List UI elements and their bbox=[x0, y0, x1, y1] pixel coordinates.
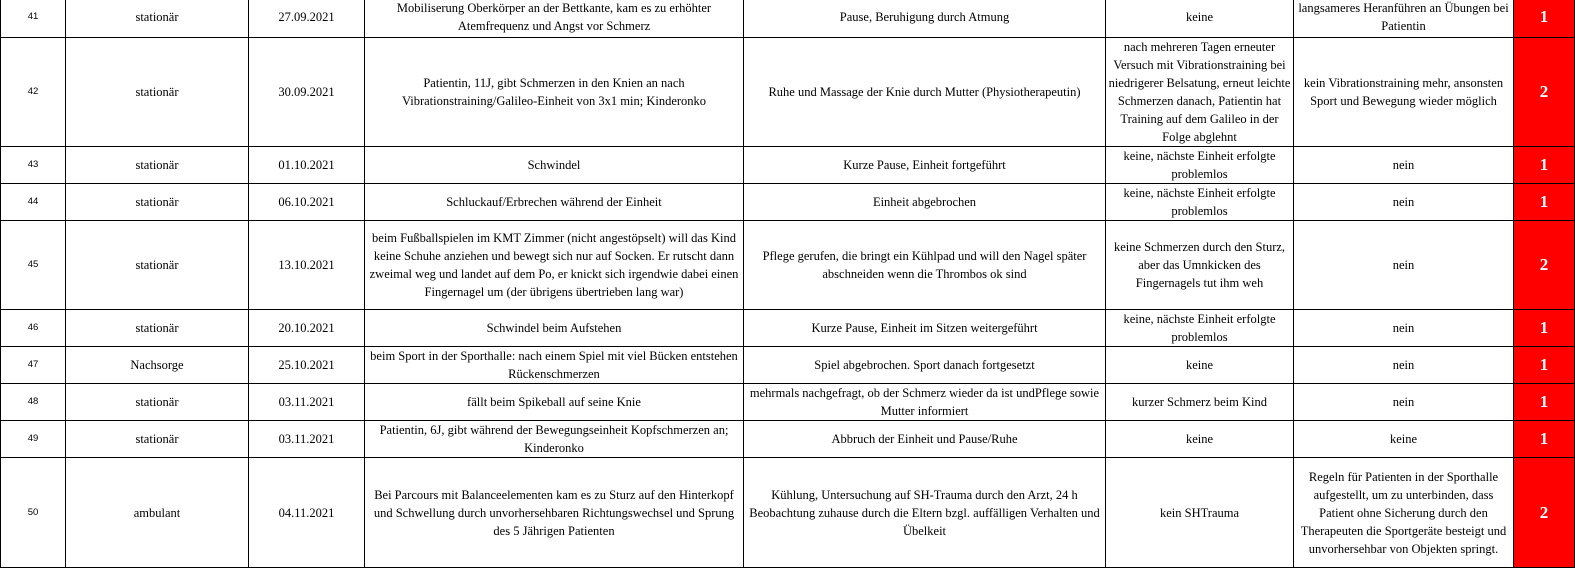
severity-cell: 2 bbox=[1514, 458, 1575, 568]
date-cell: 01.10.2021 bbox=[249, 147, 365, 184]
table-row bbox=[1, 184, 1575, 221]
setting-cell: stationär bbox=[66, 384, 249, 421]
date-cell: 03.11.2021 bbox=[249, 384, 365, 421]
severity-cell: 1 bbox=[1514, 147, 1575, 184]
setting-cell: stationär bbox=[66, 421, 249, 458]
setting-cell: stationär bbox=[66, 147, 249, 184]
action-cell: nein bbox=[1294, 221, 1514, 310]
consequence-cell: keine, nächste Einheit erfolgte problemlos bbox=[1106, 147, 1294, 184]
measure-cell: Kühlung, Untersuchung auf SH-Trauma durch den Arzt, 24 h Beobachtung zuhause durch die Eltern bzgl. auffälligen Verhalten und Übelkeit bbox=[744, 458, 1106, 568]
table-row bbox=[1, 0, 1575, 38]
action-cell: nein bbox=[1294, 347, 1514, 384]
event-cell: Schwindel bbox=[365, 147, 744, 184]
action-cell: keine bbox=[1294, 421, 1514, 458]
severity-cell: 1 bbox=[1514, 347, 1575, 384]
setting-cell: stationär bbox=[66, 310, 249, 347]
row-number: 44 bbox=[1, 184, 66, 221]
date-cell: 06.10.2021 bbox=[249, 184, 365, 221]
measure-cell: Ruhe und Massage der Knie durch Mutter (Physiotherapeutin) bbox=[744, 38, 1106, 147]
row-number: 48 bbox=[1, 384, 66, 421]
event-cell: Bei Parcours mit Balanceelementen kam es zu Sturz auf den Hinterkopf und Schwellung durch unvorhersehbaren Richtungswechsel und Sprung des 5 Jährigen Patienten bbox=[365, 458, 744, 568]
measure-cell: mehrmals nachgefragt, ob der Schmerz wieder da ist undPflege sowie Mutter informiert bbox=[744, 384, 1106, 421]
action-cell: nein bbox=[1294, 384, 1514, 421]
measure-cell: Einheit abgebrochen bbox=[744, 184, 1106, 221]
severity-cell: 1 bbox=[1514, 384, 1575, 421]
event-cell: Schluckauf/Erbrechen während der Einheit bbox=[365, 184, 744, 221]
date-cell: 25.10.2021 bbox=[249, 347, 365, 384]
measure-cell: Pause, Beruhigung durch Atmung bbox=[744, 0, 1106, 38]
measure-cell: Kurze Pause, Einheit im Sitzen weitergeführt bbox=[744, 310, 1106, 347]
table-row bbox=[1, 221, 1575, 310]
setting-cell: stationär bbox=[66, 0, 249, 38]
setting-cell: stationär bbox=[66, 184, 249, 221]
consequence-cell: keine Schmerzen durch den Sturz, aber das Umnkicken des Fingernagels tut ihm weh bbox=[1106, 221, 1294, 310]
action-cell: nein bbox=[1294, 147, 1514, 184]
severity-cell: 1 bbox=[1514, 184, 1575, 221]
row-number: 47 bbox=[1, 347, 66, 384]
measure-cell: Abbruch der Einheit und Pause/Ruhe bbox=[744, 421, 1106, 458]
row-number: 50 bbox=[1, 458, 66, 568]
setting-cell: stationär bbox=[66, 221, 249, 310]
measure-cell: Pflege gerufen, die bringt ein Kühlpad und will den Nagel später abschneiden wenn die Thrombos ok sind bbox=[744, 221, 1106, 310]
action-cell: langsameres Heranführen an Übungen bei Patientin bbox=[1294, 0, 1514, 38]
consequence-cell: kurzer Schmerz beim Kind bbox=[1106, 384, 1294, 421]
consequence-cell: keine bbox=[1106, 421, 1294, 458]
table-row bbox=[1, 310, 1575, 347]
action-cell: kein Vibrationstraining mehr, ansonsten Sport und Bewegung wieder möglich bbox=[1294, 38, 1514, 147]
row-number: 42 bbox=[1, 38, 66, 147]
date-cell: 13.10.2021 bbox=[249, 221, 365, 310]
date-cell: 03.11.2021 bbox=[249, 421, 365, 458]
row-number: 46 bbox=[1, 310, 66, 347]
severity-cell: 1 bbox=[1514, 310, 1575, 347]
date-cell: 30.09.2021 bbox=[249, 38, 365, 147]
row-number: 43 bbox=[1, 147, 66, 184]
date-cell: 20.10.2021 bbox=[249, 310, 365, 347]
setting-cell: ambulant bbox=[66, 458, 249, 568]
consequence-cell: keine, nächste Einheit erfolgte problemlos bbox=[1106, 184, 1294, 221]
event-cell: Patientin, 11J, gibt Schmerzen in den Knien an nach Vibrationstraining/Galileo-Einheit von 3x1 min; Kinderonko bbox=[365, 38, 744, 147]
row-number: 49 bbox=[1, 421, 66, 458]
table-row bbox=[1, 38, 1575, 147]
action-cell: nein bbox=[1294, 310, 1514, 347]
table-row bbox=[1, 421, 1575, 458]
severity-cell: 1 bbox=[1514, 421, 1575, 458]
setting-cell: Nachsorge bbox=[66, 347, 249, 384]
table-row bbox=[1, 384, 1575, 421]
action-cell: nein bbox=[1294, 184, 1514, 221]
event-cell: Patientin, 6J, gibt während der Bewegungseinheit Kopfschmerzen an; Kinderonko bbox=[365, 421, 744, 458]
table-row bbox=[1, 458, 1575, 568]
date-cell: 27.09.2021 bbox=[249, 0, 365, 38]
consequence-cell: nach mehreren Tagen erneuter Versuch mit Vibrationstraining bei niedrigerer Belsatung, erneut leichte Schmerzen danach, Patientin hat Training auf dem Galileo in der Folge abglehnt bbox=[1106, 38, 1294, 147]
setting-cell: stationär bbox=[66, 38, 249, 147]
event-cell: fällt beim Spikeball auf seine Knie bbox=[365, 384, 744, 421]
consequence-cell: kein SHTrauma bbox=[1106, 458, 1294, 568]
consequence-cell: keine bbox=[1106, 0, 1294, 38]
action-cell: Regeln für Patienten in der Sporthalle aufgestellt, um zu unterbinden, dass Patient ohne Sicherung durch den Therapeuten die Sportgeräte besteigt und unvorhersehbar von Objekten springt. bbox=[1294, 458, 1514, 568]
table-row bbox=[1, 147, 1575, 184]
event-cell: beim Sport in der Sporthalle: nach einem Spiel mit viel Bücken entstehen Rückenschmerzen bbox=[365, 347, 744, 384]
event-cell: Schwindel beim Aufstehen bbox=[365, 310, 744, 347]
severity-cell: 2 bbox=[1514, 221, 1575, 310]
event-cell: Mobiliserung Oberkörper an der Bettkante, kam es zu erhöhter Atemfrequenz und Angst vor Schmerz bbox=[365, 0, 744, 38]
consequence-cell: keine, nächste Einheit erfolgte problemlos bbox=[1106, 310, 1294, 347]
measure-cell: Spiel abgebrochen. Sport danach fortgesetzt bbox=[744, 347, 1106, 384]
consequence-cell: keine bbox=[1106, 347, 1294, 384]
severity-cell: 1 bbox=[1514, 0, 1575, 38]
row-number: 45 bbox=[1, 221, 66, 310]
measure-cell: Kurze Pause, Einheit fortgeführt bbox=[744, 147, 1106, 184]
date-cell: 04.11.2021 bbox=[249, 458, 365, 568]
table-row bbox=[1, 347, 1575, 384]
event-cell: beim Fußballspielen im KMT Zimmer (nicht angestöpselt) will das Kind keine Schuhe anziehen und bewegt sich nur auf Socken. Er rutscht dann zweimal weg und landet auf dem Po, er knickt sich irgendwie dabei einen Fingernagel um (der übrigens übertrieben lang war) bbox=[365, 221, 744, 310]
row-number: 41 bbox=[1, 0, 66, 38]
severity-cell: 2 bbox=[1514, 38, 1575, 147]
